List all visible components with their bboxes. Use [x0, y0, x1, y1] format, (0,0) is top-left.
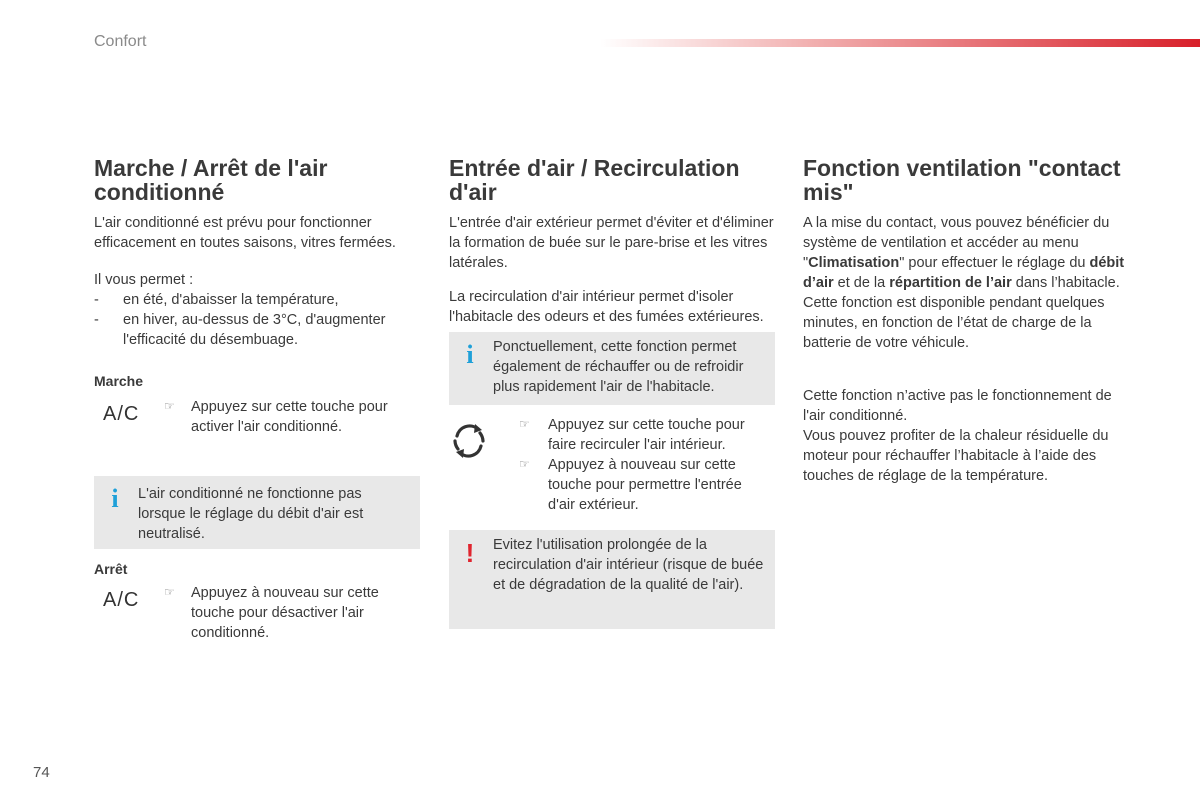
- ventilation-p2: Cette fonction est disponible pendant quelques minutes, en fonction de l’état de charge de la batterie de votre véhicule.: [803, 295, 1105, 351]
- recirculation-icon: [449, 415, 519, 466]
- air-intake-p2: La recirculation d'air intérieur permet d'isoler l'habitacle des odeurs et des fumées extérieures.: [449, 289, 764, 325]
- ventilation-p4: Vous pouvez profiter de la chaleur résiduelle du moteur pour réchauffer l’habitacle à l’aide des touches de réglage de la température.: [803, 428, 1109, 484]
- recirculation-arrows-icon: [449, 421, 489, 461]
- pointing-hand-icon: ☞: [164, 585, 175, 599]
- page-number: 74: [33, 764, 50, 781]
- recirculation-instruction: [449, 415, 775, 515]
- list-item: [519, 415, 775, 455]
- ventilation-p1: A la mise du contact, vous pouvez bénéficier du système de ventilation et accéder au menu "Climatisation" pour effectuer le réglage du débit d’air et de la répartition de l’air dans l’habitacle.: [803, 215, 1125, 291]
- heading-air-intake: Entrée d'air / Recirculation d'air: [449, 155, 740, 205]
- air-intake-p1: L'entrée d'air extérieur permet d'éviter et d'éliminer la formation de buée sur le pare-brise et les vitres latérales.: [449, 215, 774, 271]
- warning-icon: !: [465, 538, 475, 568]
- section-label: Confort: [94, 33, 147, 50]
- warning-text: Evitez l'utilisation prolongée de la recirculation d'air intérieur (risque de buée et de dégradation de la qualité de l'air).: [493, 537, 764, 593]
- arret-text: Appuyez à nouveau sur cette touche pour désactiver l'air conditionné.: [191, 585, 379, 641]
- arret-label: Arrêt: [94, 561, 128, 577]
- header-accent-bar: [600, 39, 1200, 47]
- info-icon: i: [466, 340, 474, 369]
- recirc-off-text: Appuyez à nouveau sur cette touche pour permettre l'entrée d'air extérieur.: [548, 457, 742, 513]
- pointing-hand-icon: ☞: [519, 457, 530, 471]
- list-item: - en hiver, au-dessus de 3°C, d'augmenter l'efficacité du désembuage.: [94, 310, 424, 350]
- heading-ventilation: Fonction ventilation "contact mis": [803, 155, 1121, 205]
- ac-benefits-list: [94, 290, 424, 350]
- info-icon: i: [111, 484, 119, 513]
- ac-button-icon: A/C: [103, 403, 140, 425]
- ac-list-intro: Il vous permet :: [94, 272, 194, 288]
- column-air-intake: [449, 156, 775, 629]
- ac-intro: L'air conditionné est prévu pour fonctionner efficacement en toutes saisons, vitres fermées.: [94, 215, 396, 251]
- marche-instruction: [94, 397, 424, 437]
- arret-instruction: [94, 583, 424, 643]
- ac-button-icon: A/C: [103, 589, 140, 611]
- list-item: [519, 455, 775, 515]
- ventilation-p3: Cette fonction n’active pas le fonctionnement de l'air conditionné.: [803, 388, 1112, 424]
- recirculation-steps: [519, 415, 775, 515]
- column-ac-on-off: [94, 156, 424, 643]
- marche-label: Marche: [94, 373, 144, 389]
- pointing-hand-icon: ☞: [164, 399, 175, 413]
- pointing-hand-icon: ☞: [519, 417, 530, 431]
- heading-ac-on-off: Marche / Arrêt de l'air conditionné: [94, 155, 328, 205]
- marche-text: Appuyez sur cette touche pour activer l'air conditionné.: [191, 399, 388, 435]
- warning-box: [449, 530, 775, 629]
- info-text: L'air conditionné ne fonctionne pas lorsque le réglage du débit d'air est neutralisé.: [138, 486, 364, 542]
- info-box-recirculation: [449, 332, 775, 405]
- info-box-ac: [94, 476, 420, 549]
- column-ventilation: [803, 156, 1133, 486]
- list-item: - en été, d'abaisser la température,: [94, 290, 424, 310]
- recirc-on-text: Appuyez sur cette touche pour faire recirculer l'air intérieur.: [548, 417, 745, 453]
- info-text: Ponctuellement, cette fonction permet également de réchauffer ou de refroidir plus rapidement l'air de l'habitacle.: [493, 339, 744, 395]
